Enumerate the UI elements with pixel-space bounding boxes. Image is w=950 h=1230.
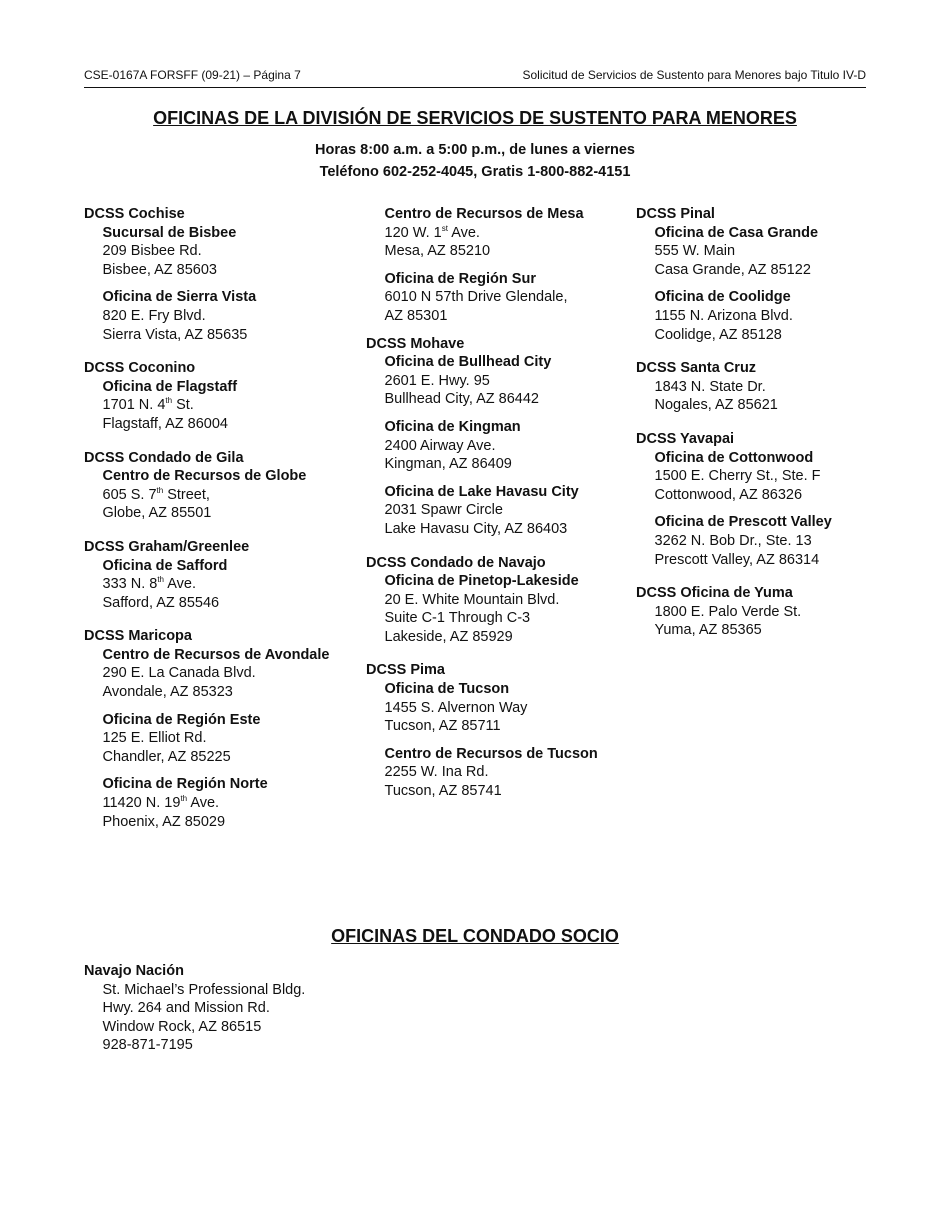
office-name: Oficina de Kingman xyxy=(384,418,521,435)
partner-city: Window Rock, AZ 86515 xyxy=(102,1018,262,1035)
office-address: 333 N. 8th Ave. xyxy=(102,575,196,593)
office-prescott-valley xyxy=(636,513,876,569)
region-name: DCSS Mohave xyxy=(366,335,465,352)
offices-column-2 xyxy=(366,205,636,816)
office-address: 555 W. Main xyxy=(654,243,736,260)
office-address: 1800 E. Palo Verde St. xyxy=(654,603,802,620)
region-name: DCSS Pinal xyxy=(636,206,715,222)
office-name: Oficina de Región Este xyxy=(102,711,261,728)
office-address: 1155 N. Arizona Blvd. xyxy=(654,307,793,324)
office-name: Oficina de Casa Grande xyxy=(654,224,819,241)
office-bullhead-city xyxy=(366,353,636,409)
office-name: Oficina de Región Sur xyxy=(384,270,536,287)
region-yavapai xyxy=(636,430,876,569)
office-city: Nogales, AZ 85621 xyxy=(654,397,778,414)
office-address: 1843 N. State Dr. xyxy=(654,378,766,395)
region-name: DCSS Condado de Gila xyxy=(84,449,244,466)
offices-column-3 xyxy=(636,205,876,655)
office-city: Safford, AZ 85546 xyxy=(102,594,220,611)
office-city: Globe, AZ 85501 xyxy=(102,505,212,522)
region-maricopa-continued xyxy=(366,205,636,326)
office-sierra-vista xyxy=(84,288,364,344)
office-address: 1500 E. Cherry St., Ste. F xyxy=(654,468,821,485)
form-id: CSE-0167A FORSFF (09-21) – Página 7 xyxy=(84,68,301,82)
office-name: Oficina de Lake Havasu City xyxy=(384,483,579,500)
page-title: OFICINAS DE LA DIVISIÓN DE SERVICIOS DE SUSTENTO PARA MENORES xyxy=(153,108,797,128)
office-name: Centro de Recursos de Avondale xyxy=(102,646,330,663)
office-name: Oficina de Bullhead City xyxy=(384,354,552,371)
region-name: DCSS Cochise xyxy=(84,206,185,222)
partner-phone: 928-871-7195 xyxy=(102,1037,193,1054)
office-name: Oficina de Tucson xyxy=(384,681,510,698)
office-address: 120 W. 1st Ave. xyxy=(384,223,480,241)
region-mohave xyxy=(366,335,636,539)
office-name: Centro de Recursos de Globe xyxy=(102,468,307,485)
region-graham-greenlee xyxy=(84,538,364,612)
office-name: Centro de Recursos de Tucson xyxy=(384,745,598,762)
partner-address-block xyxy=(84,981,305,1055)
partner-address: Hwy. 264 and Mission Rd. xyxy=(102,1000,270,1017)
partner-offices-title: OFICINAS DEL CONDADO SOCIO xyxy=(331,926,619,946)
office-name: Centro de Recursos de Mesa xyxy=(384,206,584,222)
office-name: Oficina de Prescott Valley xyxy=(654,514,832,531)
office-city: Kingman, AZ 86409 xyxy=(384,456,512,473)
phone-numbers: Teléfono 602-252-4045, Gratis 1-800-882-4151 xyxy=(319,164,631,180)
office-address: 20 E. White Mountain Blvd. xyxy=(384,591,560,608)
office-city: Chandler, AZ 85225 xyxy=(102,748,231,765)
form-title: Solicitud de Servicios de Sustento para Menores bajo Titulo IV-D xyxy=(522,68,866,82)
region-santa-cruz xyxy=(636,359,876,415)
partner-office-navajo-nation xyxy=(84,962,305,1055)
partner-building: St. Michael’s Professional Bldg. xyxy=(102,981,306,998)
office-suite: Suite C-1 Through C-3 xyxy=(384,610,531,627)
region-maricopa xyxy=(84,627,364,831)
office-city: Bullhead City, AZ 86442 xyxy=(384,391,539,408)
office-avondale xyxy=(84,646,364,702)
office-name: Sucursal de Bisbee xyxy=(102,224,237,241)
partner-name: Navajo Nación xyxy=(84,963,184,979)
region-name: DCSS Santa Cruz xyxy=(636,360,757,377)
office-city: Avondale, AZ 85323 xyxy=(102,684,233,701)
office-name: Oficina de Región Norte xyxy=(102,776,268,793)
office-city: Tucson, AZ 85711 xyxy=(384,718,501,735)
office-address: 11420 N. 19th Ave. xyxy=(102,794,220,812)
office-region-norte xyxy=(84,775,364,831)
region-coconino xyxy=(84,359,364,433)
office-tucson-resource-center xyxy=(366,745,636,801)
region-name: DCSS Graham/Greenlee xyxy=(84,538,250,555)
office-tucson xyxy=(366,680,636,736)
region-navajo xyxy=(366,554,636,647)
office-nogales xyxy=(636,378,876,415)
office-pinetop-lakeside xyxy=(366,572,636,646)
office-address: 1455 S. Alvernon Way xyxy=(384,699,528,716)
office-city: Coolidge, AZ 85128 xyxy=(654,326,782,343)
office-casa-grande xyxy=(636,224,876,280)
region-pima xyxy=(366,661,636,800)
office-name: Oficina de Cottonwood xyxy=(654,449,814,466)
office-city: Flagstaff, AZ 86004 xyxy=(102,415,228,432)
office-city: Mesa, AZ 85210 xyxy=(384,243,491,260)
office-address: 6010 N 57th Drive Glendale, xyxy=(384,289,568,306)
region-name: DCSS Pima xyxy=(366,662,445,679)
office-address: 2400 Airway Ave. xyxy=(384,437,496,454)
office-city: Sierra Vista, AZ 85635 xyxy=(102,326,248,343)
office-kingman xyxy=(366,418,636,474)
office-city: Lake Havasu City, AZ 86403 xyxy=(384,520,568,537)
office-address: 820 E. Fry Blvd. xyxy=(102,307,206,324)
office-address: 2031 Spawr Circle xyxy=(384,502,503,519)
office-name: Oficina de Sierra Vista xyxy=(102,289,257,306)
region-gila xyxy=(84,449,364,523)
office-address: 209 Bisbee Rd. xyxy=(102,243,202,260)
office-flagstaff xyxy=(84,378,364,434)
office-address: 2601 E. Hwy. 95 xyxy=(384,372,490,389)
office-coolidge xyxy=(636,288,876,344)
office-city: Phoenix, AZ 85029 xyxy=(102,813,226,830)
region-name: DCSS Coconino xyxy=(84,360,196,377)
office-city: AZ 85301 xyxy=(384,307,448,324)
office-name: Oficina de Coolidge xyxy=(654,289,791,306)
office-city: Bisbee, AZ 85603 xyxy=(102,261,217,278)
region-cochise xyxy=(84,205,364,344)
office-address: 605 S. 7th Street, xyxy=(102,485,210,503)
page-header xyxy=(84,68,866,88)
office-safford xyxy=(84,557,364,613)
region-name: DCSS Maricopa xyxy=(84,628,192,645)
region-yuma xyxy=(636,584,876,640)
office-region-sur xyxy=(366,270,636,326)
region-name: DCSS Yavapai xyxy=(636,430,735,447)
office-region-este xyxy=(84,711,364,767)
office-name: Oficina de Safford xyxy=(102,557,228,574)
office-bisbee xyxy=(84,224,364,280)
office-city: Yuma, AZ 85365 xyxy=(654,622,762,639)
office-city: Casa Grande, AZ 85122 xyxy=(654,261,811,278)
office-hours: Horas 8:00 a.m. a 5:00 p.m., de lunes a viernes xyxy=(315,142,635,158)
office-yuma xyxy=(636,603,876,640)
office-address: 3262 N. Bob Dr., Ste. 13 xyxy=(654,532,812,549)
office-name: Oficina de Pinetop-Lakeside xyxy=(384,573,579,590)
office-mesa xyxy=(366,205,636,261)
office-address: 1701 N. 4th St. xyxy=(102,396,194,414)
office-address: 2255 W. Ina Rd. xyxy=(384,764,489,781)
office-globe xyxy=(84,467,364,523)
office-city: Tucson, AZ 85741 xyxy=(384,783,502,800)
region-name: DCSS Oficina de Yuma xyxy=(636,585,793,602)
office-city: Prescott Valley, AZ 86314 xyxy=(654,551,820,568)
office-name: Oficina de Flagstaff xyxy=(102,378,238,395)
office-cottonwood xyxy=(636,449,876,505)
region-pinal xyxy=(636,205,876,344)
office-lake-havasu xyxy=(366,483,636,539)
office-city: Cottonwood, AZ 86326 xyxy=(654,486,803,503)
office-address: 125 E. Elliot Rd. xyxy=(102,730,207,747)
office-address: 290 E. La Canada Blvd. xyxy=(102,665,256,682)
region-name: DCSS Condado de Navajo xyxy=(366,554,546,571)
offices-column-1 xyxy=(84,205,364,846)
office-city: Lakeside, AZ 85929 xyxy=(384,628,513,645)
